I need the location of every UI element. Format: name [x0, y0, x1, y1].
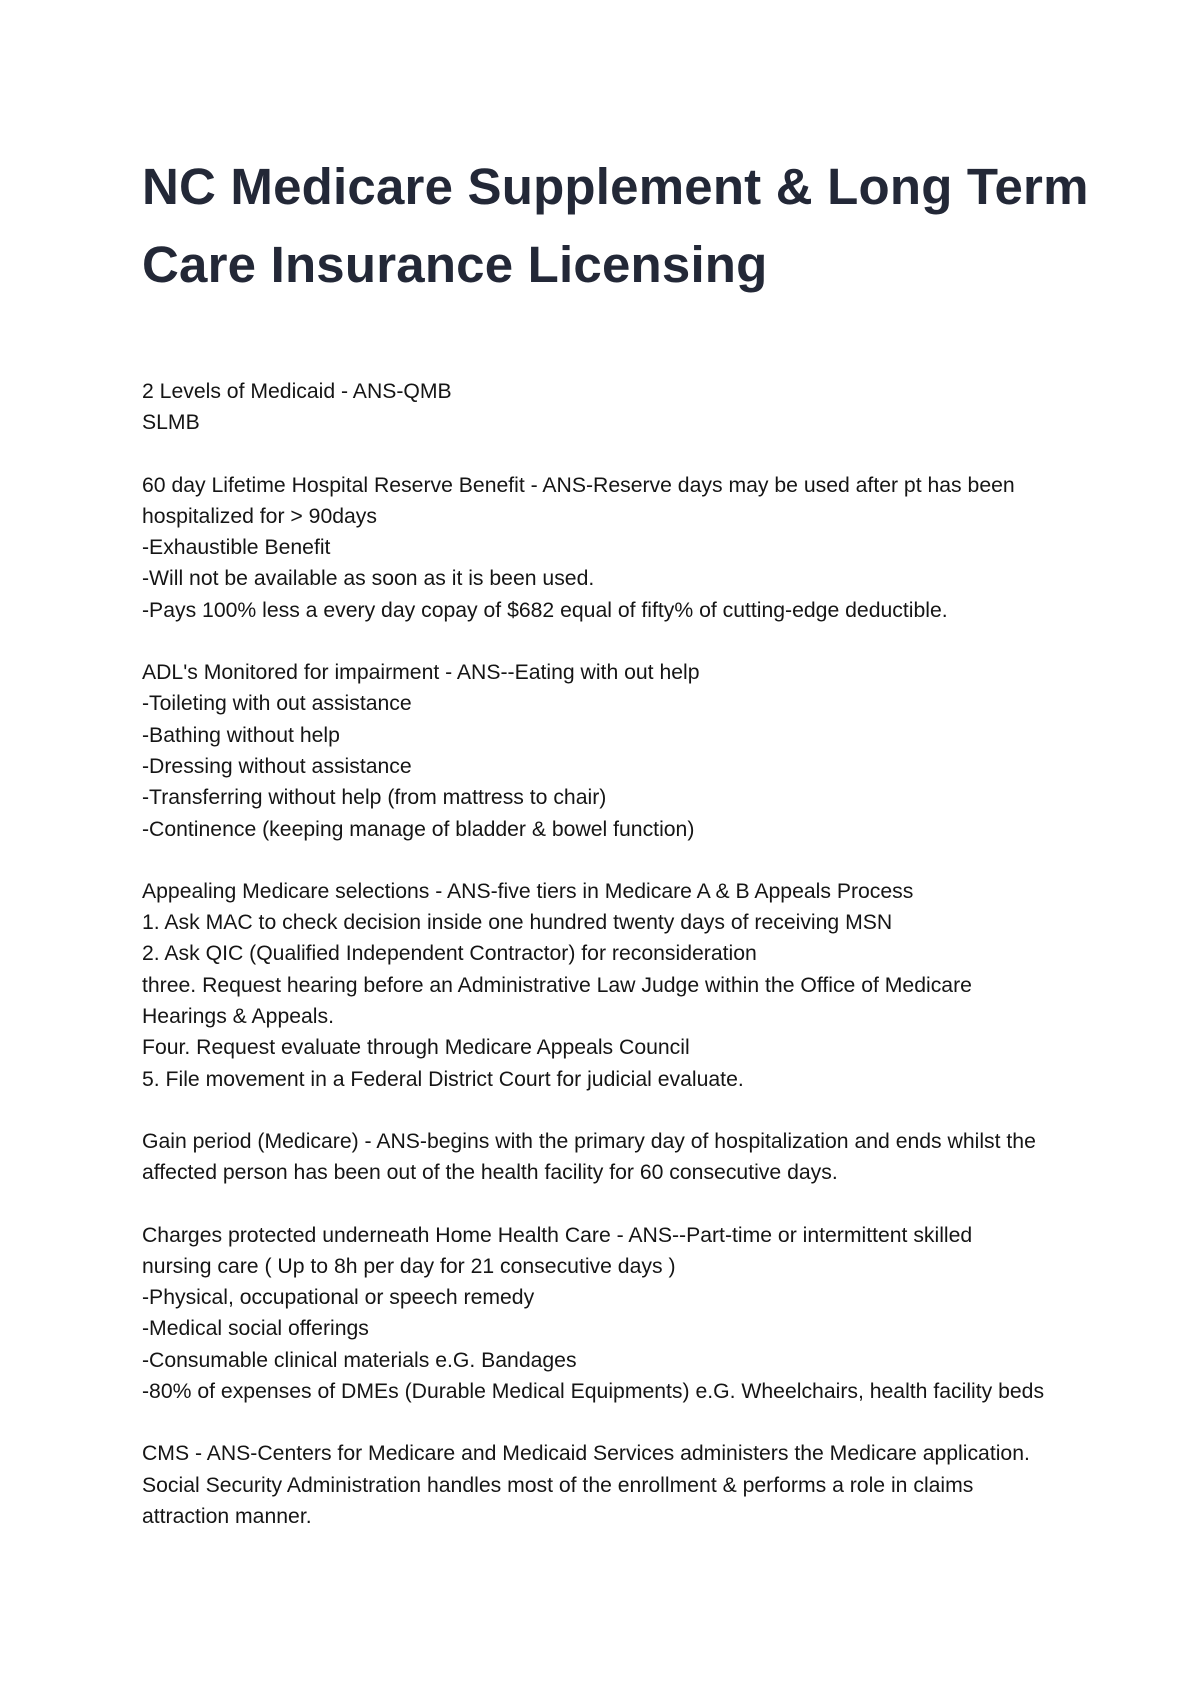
- text-line: hospitalized for > 90days: [142, 504, 377, 528]
- text-line: -Exhaustible Benefit: [142, 536, 331, 560]
- qa-block-reserve-benefit: [142, 470, 1102, 626]
- document-title: [142, 148, 1102, 304]
- text-line: 2. Ask QIC (Qualified Independent Contractor) for reconsideration: [142, 942, 757, 966]
- text-line: ADL's Monitored for impairment - ANS--Eating with out help: [142, 661, 700, 685]
- text-line: -Pays 100% less a every day copay of $682 equal of fifty% of cutting-edge deductible.: [142, 598, 948, 622]
- text-line: -Continence (keeping manage of bladder & bowel function): [142, 817, 695, 841]
- text-line: -Will not be available as soon as it is been used.: [142, 567, 595, 591]
- text-line: Four. Request evaluate through Medicare Appeals Council: [142, 1036, 690, 1060]
- text-line: attraction manner.: [142, 1504, 312, 1528]
- text-line: -Transferring without help (from mattress to chair): [142, 786, 607, 810]
- title-line: Care Insurance Licensing: [142, 236, 768, 293]
- qa-block-home-health-care: [142, 1220, 1102, 1408]
- text-line: Hearings & Appeals.: [142, 1005, 334, 1029]
- qa-block-appeals: [142, 876, 1102, 1095]
- text-line: -Consumable clinical materials e.G. Bandages: [142, 1348, 577, 1372]
- text-line: 2 Levels of Medicaid - ANS-QMB: [142, 380, 452, 403]
- text-line: nursing care ( Up to 8h per day for 21 consecutive days ): [142, 1254, 676, 1278]
- qa-block-cms: [142, 1438, 1102, 1532]
- title-line: NC Medicare Supplement & Long Term: [142, 158, 1089, 215]
- text-line: Appealing Medicare selections - ANS-five tiers in Medicare A & B Appeals Process: [142, 879, 914, 903]
- text-line: SLMB: [142, 411, 200, 435]
- text-line: -Toileting with out assistance: [142, 692, 412, 716]
- text-line: 5. File movement in a Federal District Court for judicial evaluate.: [142, 1067, 744, 1091]
- text-line: -Medical social offerings: [142, 1317, 369, 1341]
- text-line: -Physical, occupational or speech remedy: [142, 1286, 535, 1310]
- text-line: affected person has been out of the health facility for 60 consecutive days.: [142, 1161, 838, 1185]
- qa-block-medicaid-levels: [142, 376, 1102, 439]
- qa-block-benefit-period: [142, 1126, 1102, 1189]
- document-body: [142, 376, 1102, 1532]
- text-line: Charges protected underneath Home Health Care - ANS--Part-time or intermittent skilled: [142, 1223, 973, 1247]
- document-page: [142, 148, 1102, 1563]
- text-line: Social Security Administration handles most of the enrollment & performs a role in claims: [142, 1473, 974, 1497]
- text-line: -Bathing without help: [142, 723, 340, 747]
- qa-block-adls: [142, 657, 1102, 845]
- text-line: 60 day Lifetime Hospital Reserve Benefit - ANS-Reserve days may be used after pt has been: [142, 473, 1015, 497]
- text-line: -80% of expenses of DMEs (Durable Medical Equipments) e.G. Wheelchairs, health facility beds: [142, 1380, 1045, 1404]
- text-line: -Dressing without assistance: [142, 754, 412, 778]
- text-line: CMS - ANS-Centers for Medicare and Medicaid Services administers the Medicare application.: [142, 1442, 1030, 1466]
- text-line: Gain period (Medicare) - ANS-begins with the primary day of hospitalization and ends whilst the: [142, 1129, 1036, 1153]
- text-line: three. Request hearing before an Administrative Law Judge within the Office of Medicare: [142, 973, 972, 997]
- text-line: 1. Ask MAC to check decision inside one hundred twenty days of receiving MSN: [142, 911, 893, 935]
